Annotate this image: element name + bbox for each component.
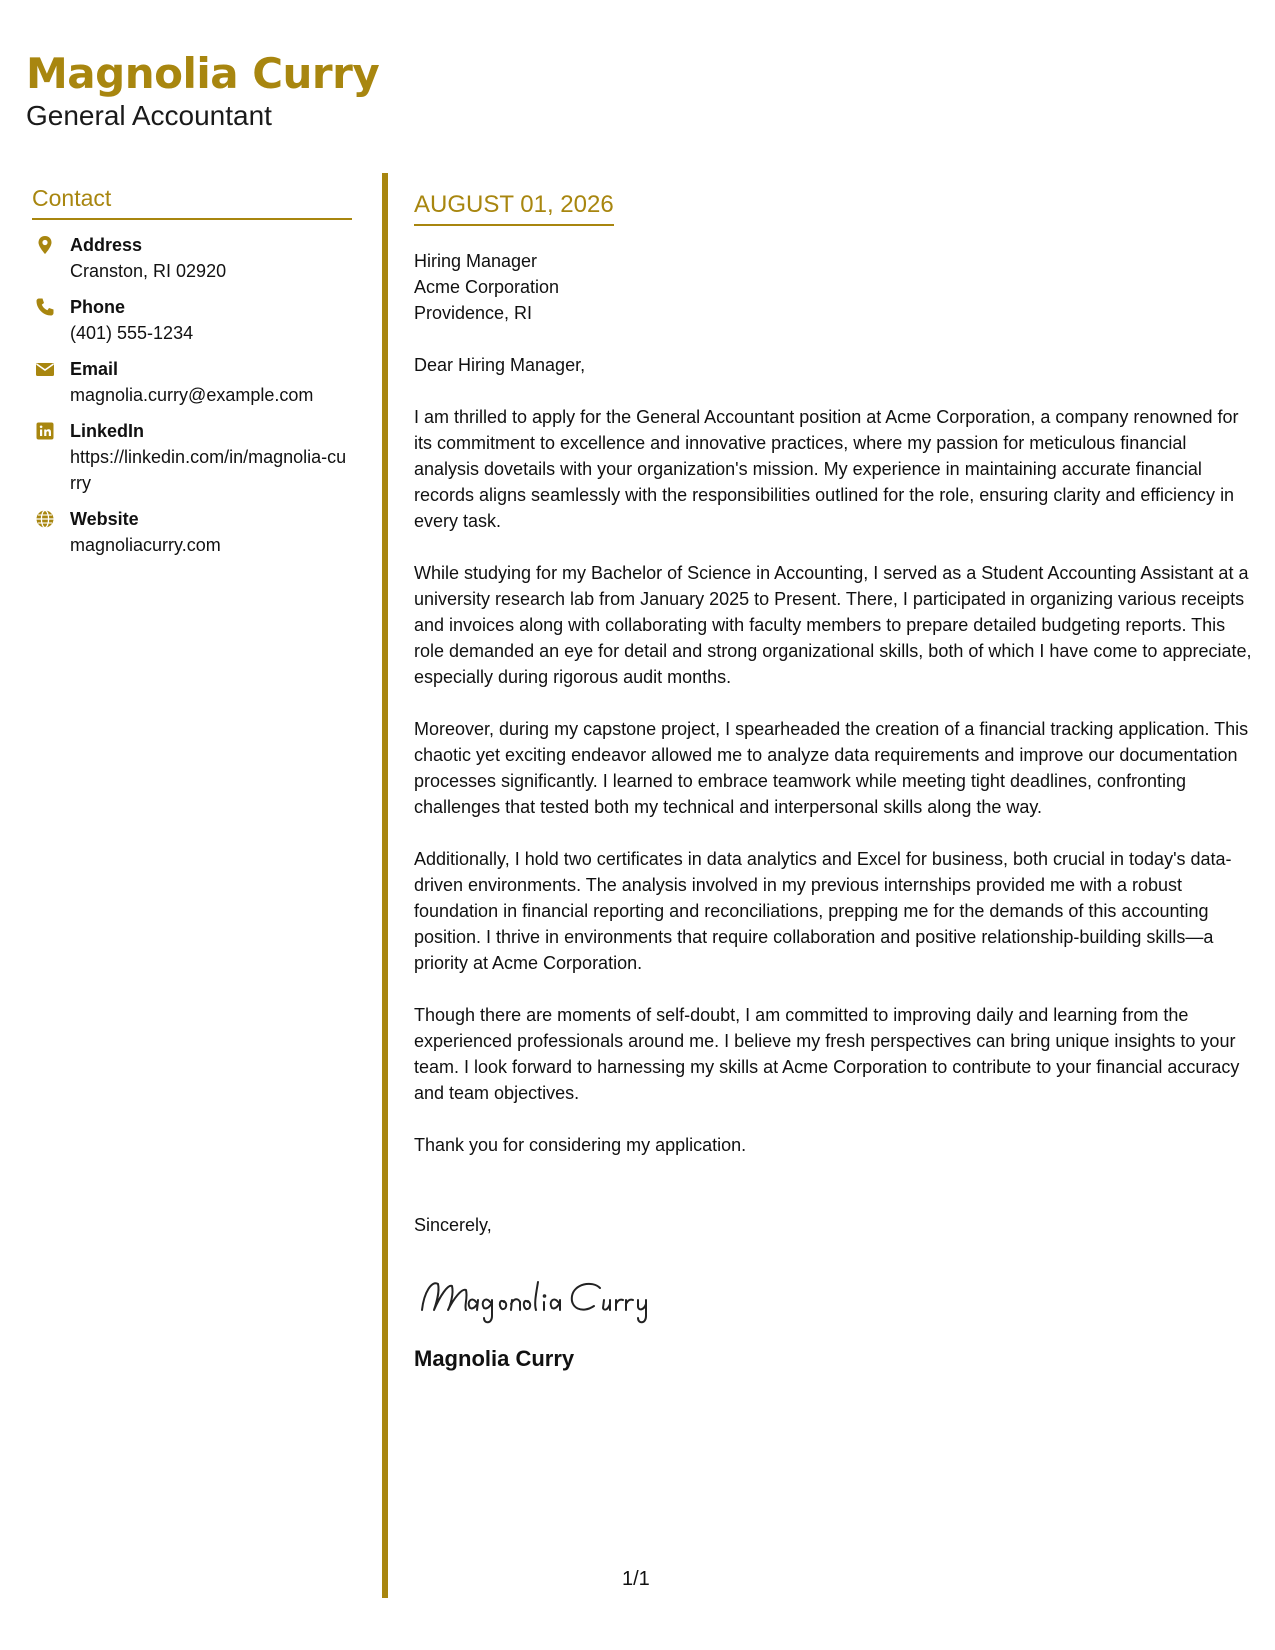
phone-value: (401) 555-1234 (70, 323, 194, 343)
salutation: Dear Hiring Manager, (414, 355, 586, 375)
linkedin-icon (35, 421, 55, 441)
map-pin-icon (35, 235, 55, 255)
paragraph: I am thrilled to apply for the General Accountant position at Acme Corporation, a company renowned for its commitment to excellence and innovative practices, where my passion for meticulous financial analysis dovetails with your organization's mission. My experience in maintaining accurate financial records aligns seamlessly with the responsibilities outlined for the role, ensuring clarity and efficiency in every task. (414, 407, 1239, 531)
recipient-line: Providence, RI (414, 303, 533, 323)
letter-date: AUGUST 01, 2026 (414, 190, 614, 226)
website-value[interactable]: magnoliacurry.com (70, 535, 221, 555)
applicant-name: Magnolia Curry (26, 49, 380, 98)
address-value: Cranston, RI 02920 (70, 261, 227, 281)
paragraph: While studying for my Bachelor of Science in Accounting, I served as a Student Accounting Assistant at a university research lab from January 2025 to Present. There, I participated in organizing various receipts and invoices along with collaborating with faculty members to prepare detailed budgeting reports. This role demanded an eye for detail and strong organizational skills, both of which I have come to appreciate, especially during rigorous audit months. (414, 563, 1252, 687)
applicant-role: General Accountant (26, 100, 272, 131)
recipient-block (414, 248, 1254, 326)
contact-item-website (32, 506, 352, 558)
letter-body (414, 190, 1254, 1372)
contact-item-address (32, 232, 352, 284)
email-value: magnolia.curry@example.com (70, 385, 314, 405)
linkedin-value[interactable]: https://linkedin.com/in/magnolia-curry (70, 447, 347, 493)
contact-item-phone (32, 294, 352, 346)
contact-label: Website (70, 509, 139, 529)
vertical-divider (382, 173, 388, 1598)
contact-label: Email (70, 359, 119, 379)
contact-label: Phone (70, 297, 126, 317)
paragraph: Additionally, I hold two certificates in data analytics and Excel for business, both crucial in today's data-driven environments. The analysis involved in my previous internships provided me with a robust foundation in financial reporting and reconciliations, prepping me for the demands of this accounting position. I thrive in environments that require collaboration and positive relationship-building skills—a priority at Acme Corporation. (414, 849, 1232, 973)
closing: Sincerely, (414, 1215, 492, 1235)
page-number: 1/1 (622, 1568, 650, 1590)
phone-icon (35, 297, 55, 317)
globe-icon (35, 509, 55, 529)
contact-heading: Contact (32, 185, 352, 220)
contact-item-linkedin (32, 418, 352, 496)
signature-drawing (414, 1262, 674, 1332)
paragraph: Thank you for considering my application. (414, 1135, 747, 1155)
contact-sidebar (32, 185, 352, 568)
contact-label: LinkedIn (70, 421, 145, 441)
signed-name: Magnolia Curry (414, 1346, 575, 1371)
header (26, 48, 379, 132)
contact-item-email (32, 356, 352, 408)
handwritten-signature (414, 1262, 1254, 1332)
contact-label: Address (70, 235, 143, 255)
envelope-icon (35, 359, 55, 379)
recipient-line: Hiring Manager (414, 251, 538, 271)
recipient-line: Acme Corporation (414, 277, 560, 297)
paragraph: Though there are moments of self-doubt, I am committed to improving daily and learning from the experienced professionals around me. I believe my fresh perspectives can bring unique insights to your team. I look forward to harnessing my skills at Acme Corporation to contribute to your financial accuracy and team objectives. (414, 1005, 1240, 1103)
paragraph: Moreover, during my capstone project, I spearheaded the creation of a financial tracking application. This chaotic yet exciting endeavor allowed me to analyze data requirements and improve our documentation processes significantly. I learned to embrace teamwork while meeting tight deadlines, confronting challenges that tested both my technical and interpersonal skills along the way. (414, 719, 1249, 817)
